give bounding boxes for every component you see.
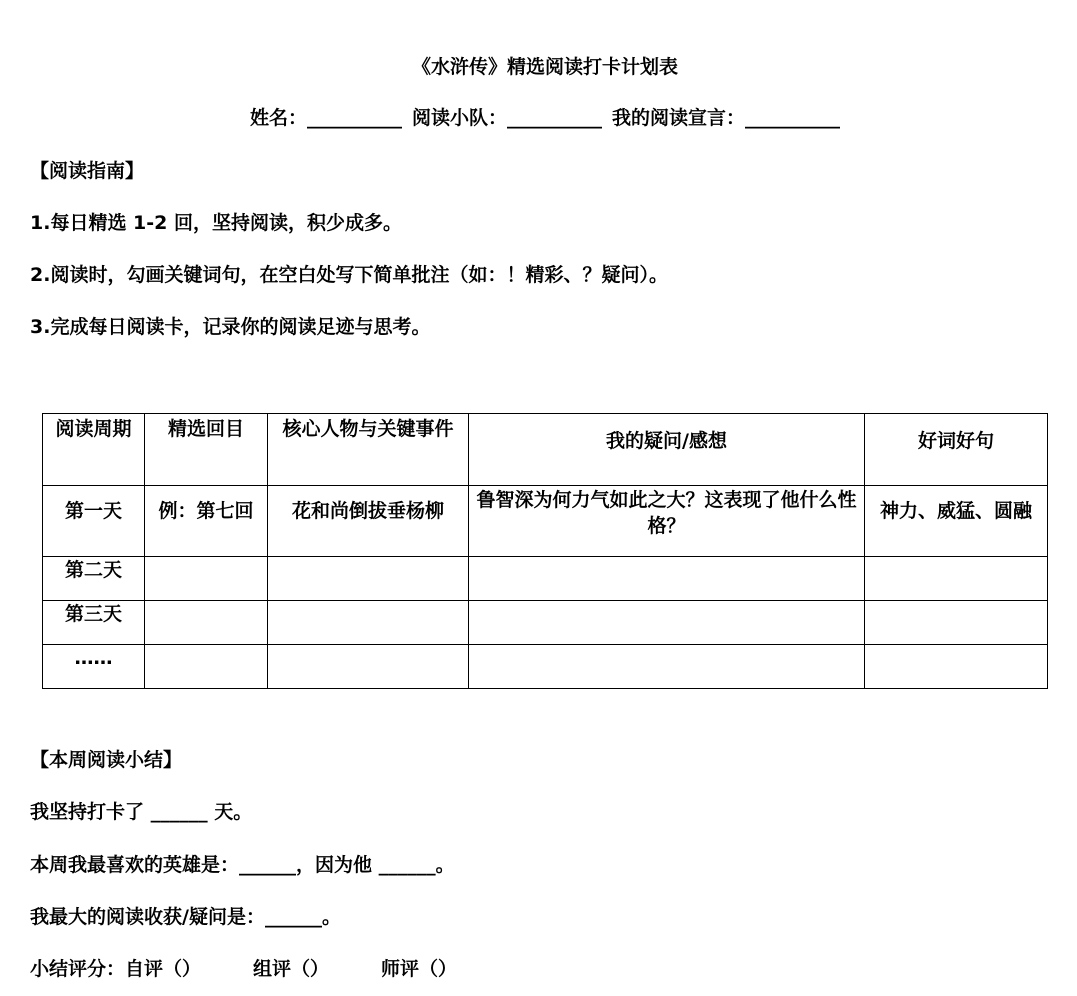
guide-item-2: 2.阅读时，勾画关键词句，在空白处写下简单批注（如：！精彩、？疑问）。 (30, 264, 668, 286)
reading-plan-table (42, 413, 1048, 689)
cell-day: 第一天 (43, 486, 145, 557)
table-row-example (43, 486, 1048, 557)
student-info-line (0, 105, 1077, 131)
cell-good-words[interactable] (865, 557, 1048, 601)
cell-chapter: 例：第七回 (145, 486, 268, 557)
header-chapter: 精选回目 (145, 414, 268, 486)
summary-days-line: 我坚持打卡了 ______ 天。 (30, 801, 253, 823)
name-label: 姓名： (249, 107, 307, 129)
header-period: 阅读周期 (43, 414, 145, 486)
cell-chapter[interactable] (145, 557, 268, 601)
header-characters-events: 核心人物与关键事件 (268, 414, 469, 486)
header-questions-thoughts: 我的疑问/感想 (469, 414, 865, 486)
guide-heading: 【阅读指南】 (30, 160, 145, 182)
cell-questions-thoughts[interactable] (469, 601, 865, 645)
page-title: 《水浒传》精选阅读打卡计划表 (411, 56, 678, 78)
cell-day: 第二天 (43, 557, 145, 601)
cell-characters-events[interactable] (268, 601, 469, 645)
cell-questions-thoughts[interactable] (469, 557, 865, 601)
guide-item-3: 3.完成每日阅读卡，记录你的阅读足迹与思考。 (30, 316, 431, 338)
table-row (43, 645, 1048, 689)
team-label: 阅读小队： (411, 107, 507, 129)
cell-characters-events[interactable] (268, 557, 469, 601)
team-blank: __________ (507, 107, 602, 129)
table-row (43, 557, 1048, 601)
motto-label: 我的阅读宣言： (612, 107, 746, 129)
cell-questions-thoughts: 鲁智深为何力气如此之大？这表现了他什么性格？ (469, 486, 865, 557)
summary-score-line (30, 956, 457, 982)
summary-hero-line: 本周我最喜欢的英雄是：______，因为他 ______。 (30, 854, 455, 876)
cell-day: …… (43, 645, 145, 689)
cell-questions-thoughts[interactable] (469, 645, 865, 689)
cell-chapter[interactable] (145, 645, 268, 689)
cell-day: 第三天 (43, 601, 145, 645)
cell-characters-events[interactable] (268, 645, 469, 689)
group-eval: 组评（） (253, 958, 330, 980)
guide-item-1: 1.每日精选 1-2 回，坚持阅读，积少成多。 (30, 212, 402, 234)
cell-characters-events: 花和尚倒拔垂杨柳 (268, 486, 469, 557)
summary-heading: 【本周阅读小结】 (30, 749, 183, 771)
table-row (43, 601, 1048, 645)
header-good-words: 好词好句 (865, 414, 1048, 486)
name-blank: __________ (306, 107, 402, 129)
summary-gain-line: 我最大的阅读收获/疑问是：______。 (30, 906, 341, 928)
motto-blank: __________ (745, 107, 841, 129)
self-eval: 自评（） (125, 958, 202, 980)
cell-good-words[interactable] (865, 601, 1048, 645)
cell-chapter[interactable] (145, 601, 268, 645)
cell-good-words[interactable] (865, 645, 1048, 689)
table-header-row (43, 414, 1048, 486)
teacher-eval: 师评（） (381, 958, 458, 980)
cell-good-words: 神力、威猛、圆融 (865, 486, 1048, 557)
score-label: 小结评分： (30, 958, 126, 980)
